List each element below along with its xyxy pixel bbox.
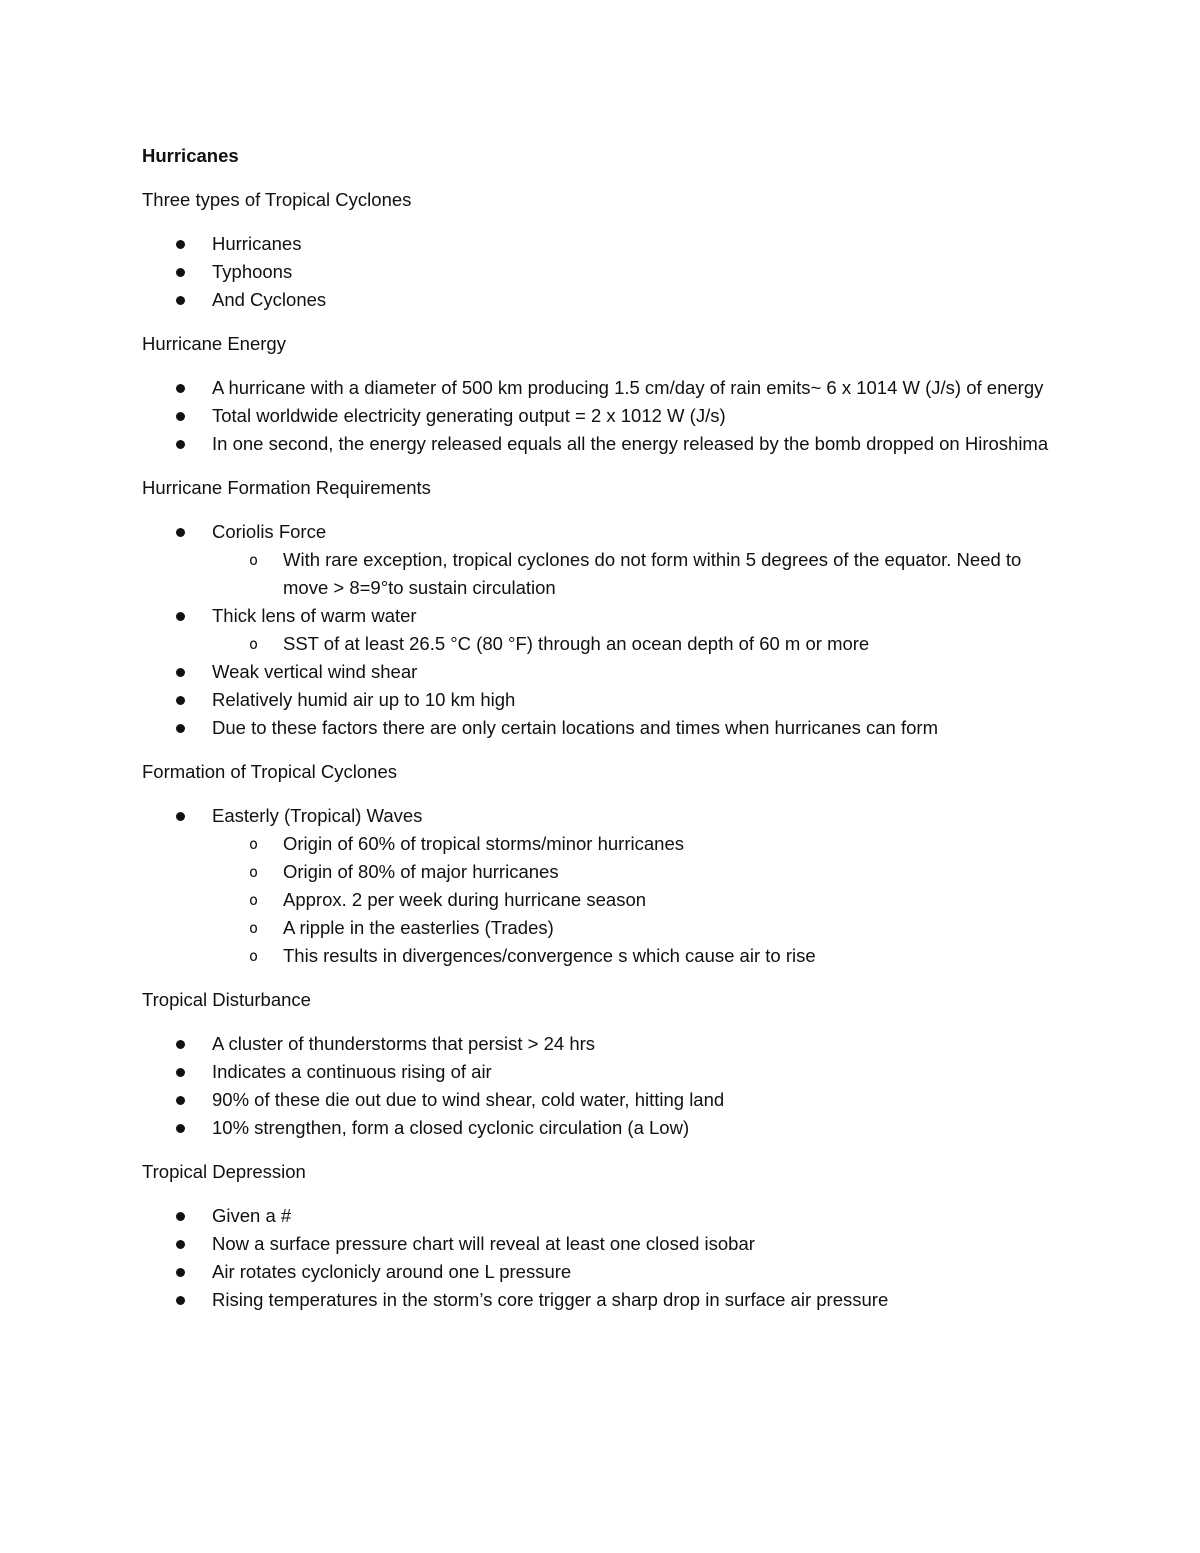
bullet-text: Air rotates cyclonicly around one L pressure — [212, 1261, 572, 1282]
bullet-item — [142, 658, 1062, 686]
document-title: Hurricanes — [142, 145, 239, 166]
sub-bullet-item: o With rare exception, tropical cyclones do not form within 5 degrees of the equator. Need to move > 8=9°to sustain circulation — [212, 546, 1062, 602]
bullet-item — [142, 258, 1062, 286]
bullet-item — [142, 602, 1062, 658]
bullet-item — [142, 1286, 1062, 1314]
bullet-item — [142, 1258, 1062, 1286]
bullet-text: Weak vertical wind shear — [212, 661, 418, 682]
bullet-list — [142, 802, 1062, 970]
bullet-text: 90% of these die out due to wind shear, cold water, hitting land — [212, 1089, 725, 1110]
bullet-text: Total worldwide electricity generating output = 2 x 1012 W (J/s) — [212, 405, 726, 426]
section-heading: Tropical Disturbance — [142, 989, 311, 1010]
bullet-item — [142, 1058, 1062, 1086]
sub-bullet-item: o Origin of 60% of tropical storms/minor hurricanes — [212, 830, 1062, 858]
bullet-item — [142, 374, 1062, 402]
bullet-text: Now a surface pressure chart will reveal at least one closed isobar — [212, 1233, 755, 1254]
section-heading: Hurricane Formation Requirements — [142, 477, 431, 498]
bullet-item — [142, 1114, 1062, 1142]
bullet-list — [142, 374, 1062, 458]
sub-bullet-item: o This results in divergences/convergence s which cause air to rise — [212, 942, 1062, 970]
bullet-text: In one second, the energy released equals all the energy released by the bomb dropped on Hiroshima — [212, 433, 1049, 454]
bullet-item — [142, 1202, 1062, 1230]
sections-container — [142, 186, 1062, 1314]
sub-bullet-item: o A ripple in the easterlies (Trades) — [212, 914, 1062, 942]
bullet-item — [142, 1230, 1062, 1258]
bullet-item — [142, 286, 1062, 314]
bullet-text: Typhoons — [212, 261, 293, 282]
bullet-text: Easterly (Tropical) Waves — [212, 805, 423, 826]
bullet-list — [142, 1030, 1062, 1142]
bullet-item — [142, 1030, 1062, 1058]
sub-bullet-list — [212, 630, 1062, 658]
bullet-item — [142, 1086, 1062, 1114]
section-heading: Three types of Tropical Cyclones — [142, 189, 412, 210]
document-body — [142, 142, 1062, 1330]
bullet-item — [142, 802, 1062, 970]
bullet-item — [142, 714, 1062, 742]
bullet-text: 10% strengthen, form a closed cyclonic circulation (a Low) — [212, 1117, 690, 1138]
bullet-list — [142, 518, 1062, 742]
bullet-item — [142, 518, 1062, 602]
bullet-text: Thick lens of warm water — [212, 605, 417, 626]
bullet-text: A cluster of thunderstorms that persist > 24 hrs — [212, 1033, 596, 1054]
bullet-item — [142, 402, 1062, 430]
bullet-item — [142, 230, 1062, 258]
sub-bullet-item: o Origin of 80% of major hurricanes — [212, 858, 1062, 886]
bullet-text: Due to these factors there are only certain locations and times when hurricanes can form — [212, 717, 938, 738]
bullet-list — [142, 1202, 1062, 1314]
bullet-text: Coriolis Force — [212, 521, 327, 542]
section-heading: Hurricane Energy — [142, 333, 286, 354]
sub-bullet-list — [212, 546, 1062, 602]
bullet-text: Hurricanes — [212, 233, 302, 254]
bullet-item — [142, 686, 1062, 714]
bullet-text: Indicates a continuous rising of air — [212, 1061, 492, 1082]
bullet-text: Given a # — [212, 1205, 292, 1226]
bullet-text: Rising temperatures in the storm’s core trigger a sharp drop in surface air pressure — [212, 1289, 889, 1310]
bullet-text: A hurricane with a diameter of 500 km producing 1.5 cm/day of rain emits~ 6 x 1014 W (J/s) of energy — [212, 377, 1044, 398]
bullet-text: Relatively humid air up to 10 km high — [212, 689, 516, 710]
section-heading: Tropical Depression — [142, 1161, 306, 1182]
bullet-list — [142, 230, 1062, 314]
bullet-item — [142, 430, 1062, 458]
section-heading: Formation of Tropical Cyclones — [142, 761, 397, 782]
sub-bullet-item: o SST of at least 26.5 °C (80 °F) through an ocean depth of 60 m or more — [212, 630, 1062, 658]
sub-bullet-item: o Approx. 2 per week during hurricane season — [212, 886, 1062, 914]
sub-bullet-list — [212, 830, 1062, 970]
bullet-text: And Cyclones — [212, 289, 327, 310]
